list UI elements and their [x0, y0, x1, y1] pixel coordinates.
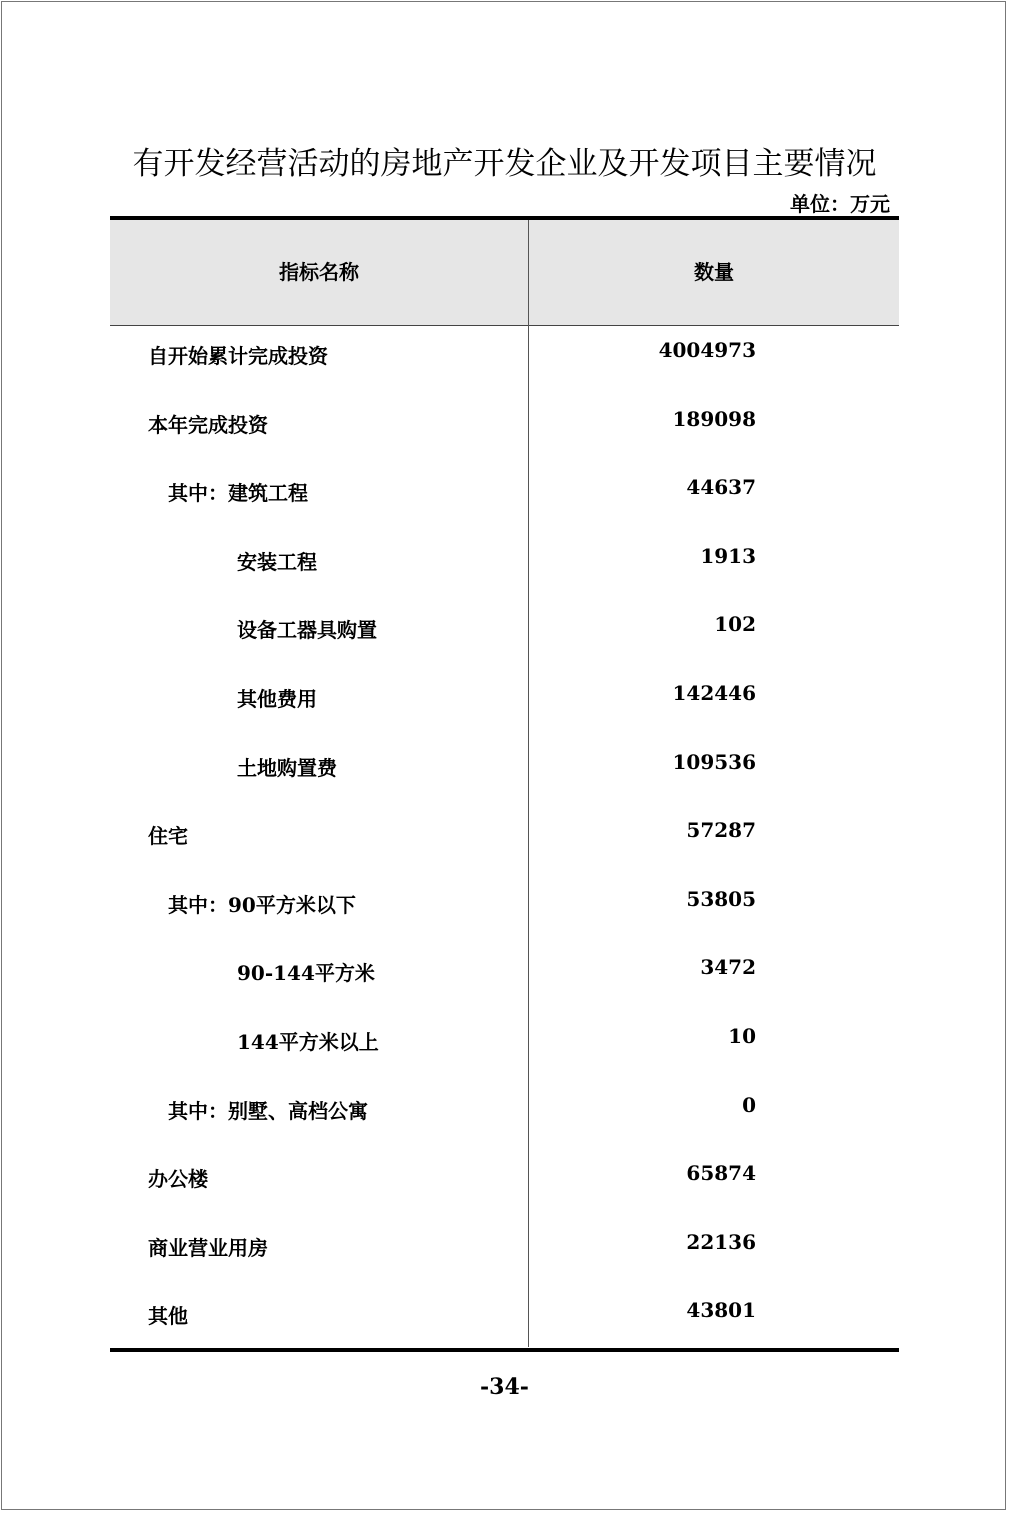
- table-row: [110, 326, 899, 395]
- header-quantity: 数量: [694, 260, 734, 284]
- table-row: [110, 806, 899, 875]
- row-label: 144平方米以上: [237, 1029, 379, 1054]
- row-value: 22136: [686, 1229, 756, 1254]
- row-label: 住宅: [148, 824, 188, 849]
- table-row: [110, 669, 899, 738]
- table-body: [110, 326, 899, 1355]
- row-value: 142446: [672, 680, 756, 705]
- row-value: 109536: [672, 749, 756, 774]
- data-table: [110, 216, 899, 1353]
- table-row: [110, 463, 899, 532]
- row-value: 44637: [686, 475, 756, 500]
- row-value: 102: [714, 612, 756, 637]
- table-row: [110, 1081, 899, 1150]
- row-label: 本年完成投资: [148, 412, 268, 437]
- row-label: 自开始累计完成投资: [148, 344, 328, 368]
- unit-label: 单位：万元: [790, 192, 890, 216]
- table-row: [110, 600, 899, 669]
- row-value: 1913: [700, 543, 756, 568]
- table-row: [110, 943, 899, 1012]
- table-row: [110, 1012, 899, 1081]
- table-row: [110, 1286, 899, 1355]
- page-title: 有开发经营活动的房地产开发企业及开发项目主要情况: [132, 146, 877, 182]
- row-label: 土地购置费: [237, 755, 337, 780]
- row-label: 安装工程: [237, 549, 317, 574]
- row-label: 其他: [148, 1304, 188, 1329]
- row-label: 90-144平方米: [237, 961, 375, 986]
- table-row: [110, 532, 899, 601]
- header-indicator-name: 指标名称: [279, 260, 359, 284]
- table-row: [110, 1218, 899, 1287]
- row-value: 57287: [686, 818, 756, 843]
- row-label: 其中：建筑工程: [168, 481, 308, 506]
- row-label: 办公楼: [148, 1167, 208, 1192]
- table-row: [110, 738, 899, 807]
- row-value: 43801: [686, 1298, 756, 1323]
- page-number: -34-: [480, 1374, 529, 1400]
- row-value: 3472: [700, 955, 756, 980]
- row-value: 10: [728, 1023, 756, 1048]
- row-label: 设备工器具购置: [237, 618, 377, 643]
- table-row: [110, 875, 899, 944]
- row-value: 189098: [672, 406, 756, 431]
- row-label: 其他费用: [237, 686, 317, 711]
- row-value: 65874: [686, 1161, 756, 1186]
- table-row: [110, 1149, 899, 1218]
- row-label: 其中：别墅、高档公寓: [168, 1098, 368, 1123]
- table-bottom-rule: [110, 1348, 899, 1352]
- table-row: [110, 395, 899, 464]
- row-value: 53805: [686, 886, 756, 911]
- row-label: 商业营业用房: [148, 1235, 268, 1260]
- row-value: 4004973: [658, 338, 756, 362]
- row-value: 0: [742, 1092, 756, 1117]
- row-label: 其中：90平方米以下: [168, 892, 356, 917]
